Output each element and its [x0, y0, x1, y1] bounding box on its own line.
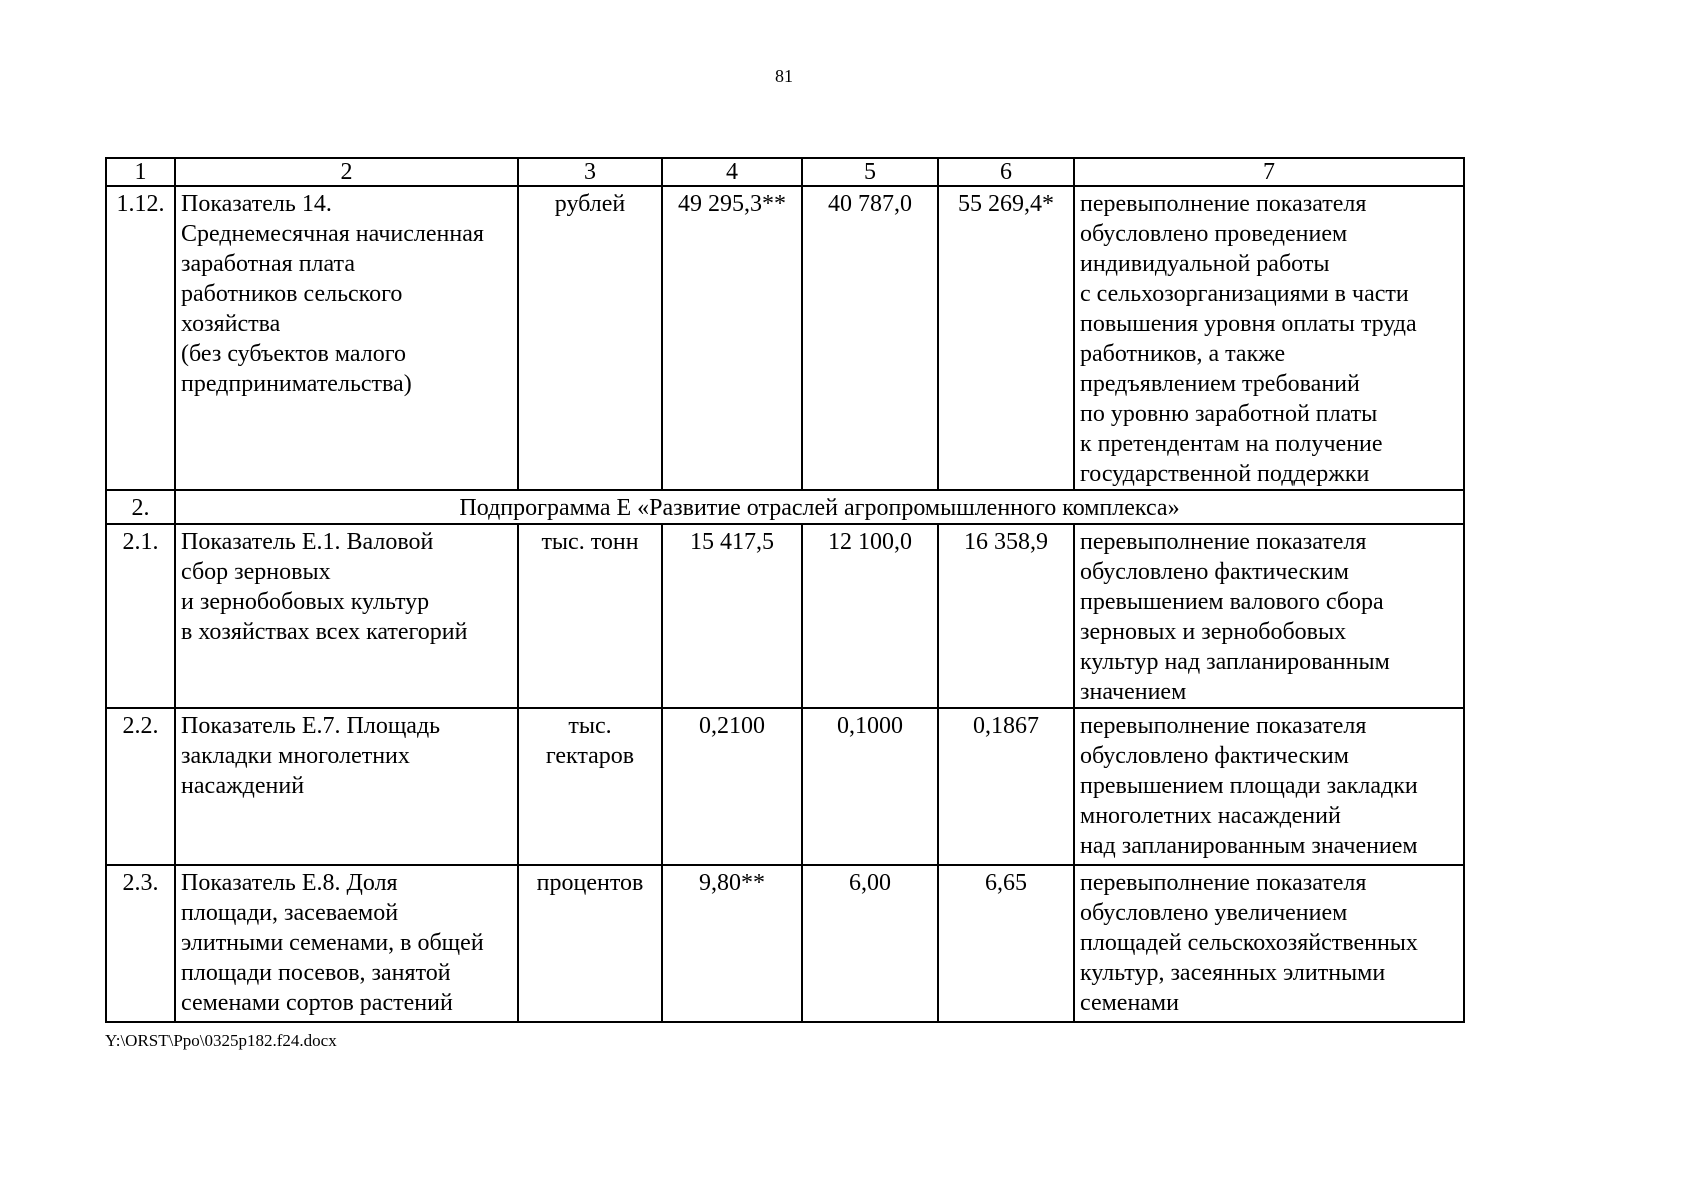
value-col6: 16 358,9 [938, 524, 1074, 708]
row-number: 1.12. [106, 186, 175, 490]
indicator-name: Показатель Е.1. Валовой сбор зерновых и зернобобовых культур в хозяйствах всех категорий [175, 524, 518, 708]
column-header: 5 [802, 158, 938, 186]
footer-file-path: Y:\ORST\Ppo\0325p182.f24.docx [105, 1031, 337, 1050]
unit-cell: тыс. тонн [518, 524, 662, 708]
table-row [106, 524, 1464, 708]
column-header: 6 [938, 158, 1074, 186]
row-number: 2.1. [106, 524, 175, 708]
column-header: 4 [662, 158, 802, 186]
column-header: 3 [518, 158, 662, 186]
explanation-cell: перевыполнение показателя обусловлено фактическим превышением площади закладки многолетних насаждений над запланированным значением [1074, 708, 1464, 865]
indicator-name: Показатель 14. Среднемесячная начисленная заработная плата работников сельского хозяйства (без субъектов малого предпринимательства) [175, 186, 518, 490]
value-col6: 0,1867 [938, 708, 1074, 865]
row-number: 2.3. [106, 865, 175, 1022]
unit-cell: рублей [518, 186, 662, 490]
indicator-name: Показатель Е.7. Площадь закладки многолетних насаждений [175, 708, 518, 865]
unit-cell: процентов [518, 865, 662, 1022]
value-col4: 49 295,3** [662, 186, 802, 490]
page-number: 81 [775, 66, 793, 86]
section-row [106, 490, 1464, 524]
column-header: 1 [106, 158, 175, 186]
explanation-cell: перевыполнение показателя обусловлено фактическим превышением валового сбора зерновых и зернобобовых культур над запланированным значением [1074, 524, 1464, 708]
section-number: 2. [106, 490, 175, 524]
value-col5: 0,1000 [802, 708, 938, 865]
value-col4: 0,2100 [662, 708, 802, 865]
table-row [106, 186, 1464, 490]
value-col5: 6,00 [802, 865, 938, 1022]
section-title: Подпрограмма Е «Развитие отраслей агропромышленного комплекса» [175, 490, 1464, 524]
column-header: 2 [175, 158, 518, 186]
table-header-row [106, 158, 1464, 186]
value-col6: 55 269,4* [938, 186, 1074, 490]
unit-cell: тыс. гектаров [518, 708, 662, 865]
value-col5: 40 787,0 [802, 186, 938, 490]
value-col6: 6,65 [938, 865, 1074, 1022]
column-header: 7 [1074, 158, 1464, 186]
value-col4: 15 417,5 [662, 524, 802, 708]
explanation-cell: перевыполнение показателя обусловлено увеличением площадей сельскохозяйственных культур, засеянных элитными семенами [1074, 865, 1464, 1022]
row-number: 2.2. [106, 708, 175, 865]
value-col4: 9,80** [662, 865, 802, 1022]
indicator-name: Показатель Е.8. Доля площади, засеваемой элитными семенами, в общей площади посевов, занятой семенами сортов растений [175, 865, 518, 1022]
indicator-table [105, 157, 1465, 1023]
table-row [106, 708, 1464, 865]
value-col5: 12 100,0 [802, 524, 938, 708]
table-row [106, 865, 1464, 1022]
explanation-cell: перевыполнение показателя обусловлено проведением индивидуальной работы с сельхозорганизациями в части повышения уровня оплаты труда работников, а также предъявлением требований по уровню заработной платы к претендентам на получение государственной поддержки [1074, 186, 1464, 490]
